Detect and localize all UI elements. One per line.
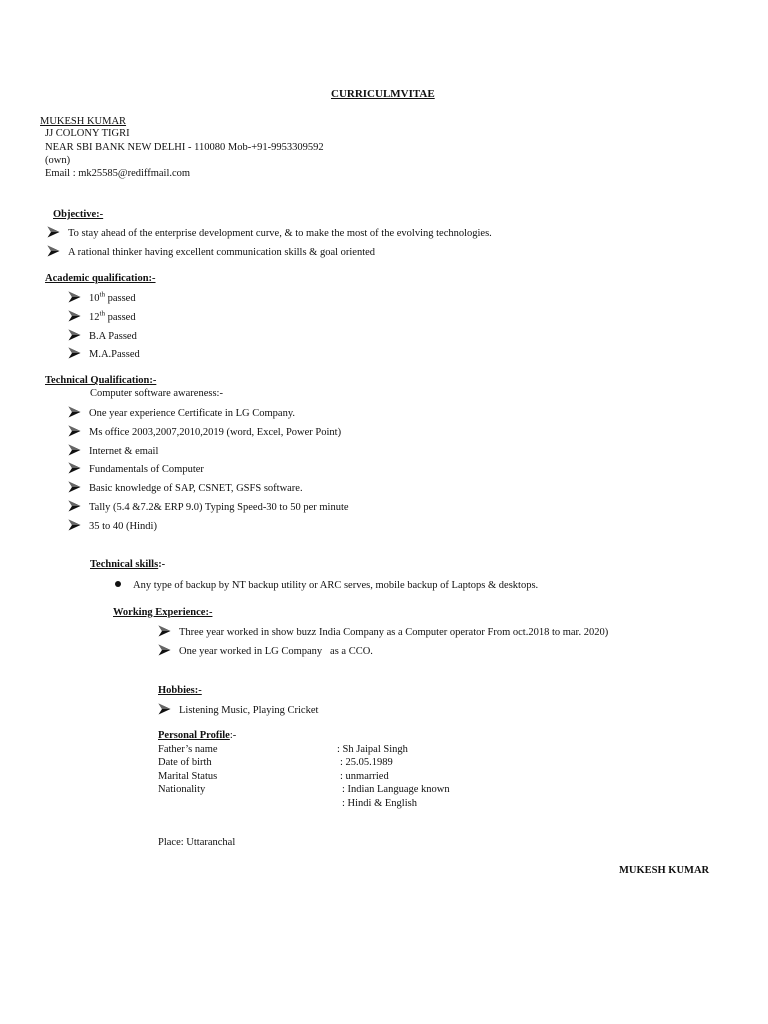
academic-item: 12th passed — [68, 310, 136, 325]
technical-qualification-item: 35 to 40 (Hindi) — [68, 519, 157, 534]
arrow-bullet-icon — [68, 500, 81, 512]
technical-qualification-heading: Technical Qualification:- — [45, 375, 157, 386]
arrow-bullet-icon — [68, 310, 81, 322]
technical-qualification-item: Ms office 2003,2007,2010,2019 (word, Excel, Power Point) — [68, 425, 341, 440]
profile-value: : unmarried — [340, 771, 389, 782]
technical-qualification-item: One year experience Certificate in LG Company. — [68, 406, 295, 421]
profile-label: Father’s name — [158, 744, 218, 755]
objective-heading: Objective:- — [53, 209, 104, 220]
arrow-bullet-icon — [68, 462, 81, 474]
academic-item: B.A Passed — [68, 329, 137, 344]
arrow-bullet-icon — [68, 291, 81, 303]
profile-value: : Sh Jaipal Singh — [337, 744, 408, 755]
arrow-bullet-icon — [158, 644, 171, 656]
working-experience-item: One year worked in LG Company as a CCO. — [158, 644, 373, 659]
arrow-bullet-icon — [68, 329, 81, 341]
objective-item: To stay ahead of the enterprise development curve, & to make the most of the evolving technologies. — [47, 226, 492, 241]
document-title: CURRICULMVITAE — [331, 88, 435, 100]
technical-qualification-item: Basic knowledge of SAP, CSNET, GSFS software. — [68, 481, 303, 496]
objective-item: A rational thinker having excellent communication skills & goal oriented — [47, 245, 375, 260]
hobbies-heading: Hobbies:- — [158, 685, 202, 696]
working-experience-heading: Working Experience:- — [113, 607, 213, 618]
hobbies-item: Listening Music, Playing Cricket — [158, 703, 318, 718]
arrow-bullet-icon — [68, 347, 81, 359]
arrow-bullet-icon — [158, 625, 171, 637]
address-line-3: (own) — [45, 155, 71, 166]
technical-skills-item: Any type of backup by NT backup utility or ARC serves, mobile backup of Laptops & desktops. — [115, 580, 538, 593]
profile-label: Marital Status — [158, 771, 218, 782]
technical-skills-heading: Technical skills:- — [90, 559, 166, 570]
profile-value: : Indian Language known — [342, 784, 450, 795]
working-experience-item: Three year worked in show buzz India Company as a Computer operator From oct.2018 to mar. 2020) — [158, 625, 608, 640]
email-line: Email : mk25585@rediffmail.com — [45, 168, 191, 179]
technical-qualification-item: Internet & email — [68, 444, 158, 459]
personal-profile-heading: Personal Profile:- — [158, 730, 237, 741]
address-line-1: JJ COLONY TIGRI — [45, 128, 130, 139]
place-line: Place: Uttaranchal — [158, 837, 236, 848]
profile-label: Date of birth — [158, 757, 212, 768]
technical-qualification-item: Tally (5.4 &7.2& ERP 9.0) Typing Speed-30 to 50 per minute — [68, 500, 349, 515]
dot-bullet-icon — [115, 581, 121, 587]
profile-value: : 25.05.1989 — [340, 757, 393, 768]
arrow-bullet-icon — [68, 519, 81, 531]
arrow-bullet-icon — [158, 703, 171, 715]
candidate-name: MUKESH KUMAR — [40, 116, 127, 127]
technical-qualification-subheading: Computer software awareness:- — [90, 388, 223, 399]
signature-name: MUKESH KUMAR — [619, 865, 710, 876]
technical-qualification-item: Fundamentals of Computer — [68, 462, 204, 477]
profile-value: : Hindi & English — [342, 798, 417, 809]
academic-item: M.A.Passed — [68, 347, 140, 362]
academic-item: 10th passed — [68, 291, 136, 306]
arrow-bullet-icon — [68, 444, 81, 456]
arrow-bullet-icon — [47, 226, 60, 238]
profile-label: Nationality — [158, 784, 206, 795]
academic-heading: Academic qualification:- — [45, 273, 156, 284]
arrow-bullet-icon — [68, 406, 81, 418]
address-line-2: NEAR SBI BANK NEW DELHI - 110080 Mob-+91-9953309592 — [45, 142, 324, 153]
arrow-bullet-icon — [47, 245, 60, 257]
arrow-bullet-icon — [68, 481, 81, 493]
arrow-bullet-icon — [68, 425, 81, 437]
